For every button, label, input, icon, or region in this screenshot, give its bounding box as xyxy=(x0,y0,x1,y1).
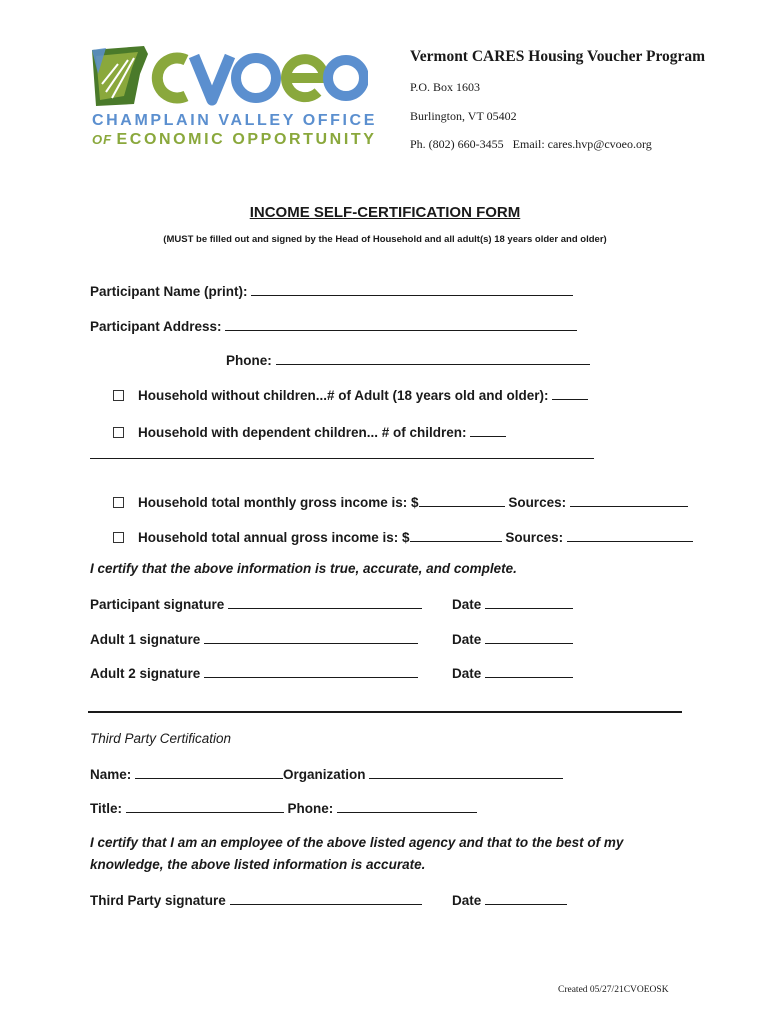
third-party-title-label: Title: xyxy=(90,801,123,816)
third-party-title-row xyxy=(90,800,477,816)
cvoeo-logo-mark xyxy=(88,44,368,112)
adult2-signature-row xyxy=(90,665,418,681)
form-title: INCOME SELF-CERTIFICATION FORM xyxy=(249,204,521,221)
annual-income-label: Household total annual gross income is: $ xyxy=(138,530,410,545)
third-party-organization-label: Organization xyxy=(283,767,366,782)
logo-line2: ECONOMIC OPPORTUNITY xyxy=(116,131,377,148)
third-party-certify-line2: knowledge, the above listed information is accurate. xyxy=(90,857,426,872)
adult2-date-row xyxy=(452,665,573,681)
logo-line2-wrap xyxy=(92,131,377,149)
monthly-income-row xyxy=(113,494,688,510)
third-party-name-label: Name: xyxy=(90,767,132,782)
third-party-name-field[interactable] xyxy=(135,766,283,779)
monthly-sources-label: Sources: xyxy=(508,495,567,510)
phone-email: Ph. (802) 660-3455 Email: cares.hvp@cvoeo.org xyxy=(410,137,652,151)
participant-name-field[interactable] xyxy=(251,283,573,296)
third-party-phone-field[interactable] xyxy=(337,800,477,813)
third-party-date-row xyxy=(452,892,567,908)
third-party-heading: Third Party Certification xyxy=(90,731,232,746)
phone-label: Phone: xyxy=(226,353,272,368)
form-subtitle: (MUST be filled out and signed by the Head of Household and all adult(s) 18 years older and older) xyxy=(163,234,607,245)
third-party-name-row xyxy=(90,766,563,782)
participant-address-row xyxy=(90,318,577,334)
phone-row xyxy=(226,352,590,368)
third-party-certify-line1: I certify that I am an employee of the above listed agency and that to the best of my xyxy=(90,835,624,850)
participant-name-row xyxy=(90,283,573,299)
section-divider xyxy=(88,711,682,713)
third-party-date-label: Date xyxy=(452,893,482,908)
annual-income-checkbox[interactable] xyxy=(113,532,124,543)
annual-income-field[interactable] xyxy=(410,529,502,542)
certify-statement: I certify that the above information is true, accurate, and complete. xyxy=(90,561,517,576)
third-party-signature-row xyxy=(90,892,422,908)
participant-date-row xyxy=(452,596,573,612)
children-count-field[interactable] xyxy=(470,424,506,437)
adult2-date-field[interactable] xyxy=(485,665,573,678)
adult1-date-field[interactable] xyxy=(485,631,573,644)
third-party-date-field[interactable] xyxy=(485,892,567,905)
city-address: Burlington, VT 05402 xyxy=(410,109,517,123)
po-box: P.O. Box 1603 xyxy=(410,80,481,94)
adult2-signature-field[interactable] xyxy=(204,665,418,678)
separator-line xyxy=(90,458,594,459)
annual-sources-label: Sources: xyxy=(505,530,564,545)
cvoeo-logo xyxy=(88,44,378,154)
logo-of: OF xyxy=(92,132,113,147)
third-party-phone-label: Phone: xyxy=(287,801,334,816)
monthly-income-field[interactable] xyxy=(419,494,505,507)
participant-name-label: Participant Name (print): xyxy=(90,284,248,299)
participant-address-label: Participant Address: xyxy=(90,319,222,334)
third-party-title-field[interactable] xyxy=(126,800,284,813)
household-no-children-checkbox[interactable] xyxy=(113,390,124,401)
created-footer: Created 05/27/21CVOEOSK xyxy=(558,985,669,995)
phone-field[interactable] xyxy=(276,352,590,365)
household-children-row xyxy=(113,424,506,440)
annual-income-row xyxy=(113,529,693,545)
third-party-signature-field[interactable] xyxy=(230,892,422,905)
monthly-income-label: Household total monthly gross income is: $ xyxy=(138,495,419,510)
third-party-organization-field[interactable] xyxy=(369,766,563,779)
adult1-date-label: Date xyxy=(452,632,482,647)
adult2-date-label: Date xyxy=(452,666,482,681)
participant-date-label: Date xyxy=(452,597,482,612)
adult1-date-row xyxy=(452,631,573,647)
participant-address-field[interactable] xyxy=(225,318,577,331)
logo-line1: CHAMPLAIN VALLEY OFFICE xyxy=(92,112,377,129)
participant-signature-label: Participant signature xyxy=(90,597,225,612)
participant-signature-field[interactable] xyxy=(228,596,422,609)
adult-count-field[interactable] xyxy=(552,387,588,400)
adult1-signature-field[interactable] xyxy=(204,631,418,644)
annual-sources-field[interactable] xyxy=(567,529,693,542)
household-no-children-row xyxy=(113,387,588,403)
adult2-signature-label: Adult 2 signature xyxy=(90,666,201,681)
participant-date-field[interactable] xyxy=(485,596,573,609)
adult1-signature-row xyxy=(90,631,418,647)
monthly-sources-field[interactable] xyxy=(570,494,688,507)
monthly-income-checkbox[interactable] xyxy=(113,497,124,508)
third-party-signature-label: Third Party signature xyxy=(90,893,226,908)
participant-signature-row xyxy=(90,596,422,612)
household-children-label: Household with dependent children... # of children: xyxy=(138,425,467,440)
household-children-checkbox[interactable] xyxy=(113,427,124,438)
program-title: Vermont CARES Housing Voucher Program xyxy=(410,48,706,65)
adult1-signature-label: Adult 1 signature xyxy=(90,632,201,647)
household-no-children-label: Household without children...# of Adult (18 years old and older): xyxy=(138,388,549,403)
